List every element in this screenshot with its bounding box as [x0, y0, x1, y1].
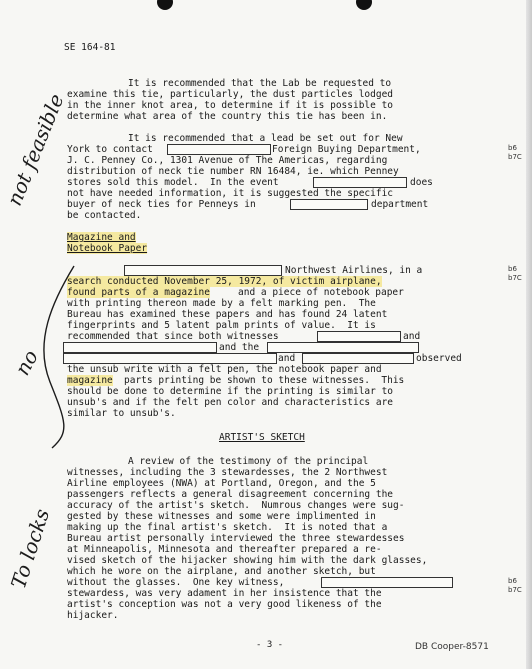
- exemption-code: b7C: [508, 274, 522, 282]
- exemption-code: b6: [508, 577, 517, 585]
- punch-hole: [356, 0, 372, 10]
- redaction-box: [167, 144, 271, 155]
- text-line: does: [410, 177, 433, 188]
- text-line: unsub's and if the felt pen color and characteristics are: [67, 397, 394, 408]
- footer-label: DB Cooper-8571: [415, 642, 489, 652]
- text-line: observed: [416, 353, 462, 364]
- redaction-box: [290, 199, 368, 210]
- redaction-box: [63, 342, 217, 353]
- handwritten-note: not feasible: [2, 90, 69, 209]
- text-line: stewardess, was very adament in her insistence that the: [67, 588, 382, 599]
- text-line: Airline employees (NWA) at Portland, Oregon, and the 5: [67, 478, 376, 489]
- text-line: search conducted November 25, 1972, of victim airplane,: [67, 276, 382, 287]
- exemption-code: b6: [508, 144, 517, 152]
- text-line: determine what area of the country this tie has been in.: [67, 111, 388, 122]
- text-line: stores sold this model. In the event: [67, 177, 279, 188]
- page-number: - 3 -: [256, 640, 284, 650]
- text-line: J. C. Penney Co., 1301 Avenue of The Americas, regarding: [67, 155, 388, 166]
- text-line: It is recommended that the Lab be requested to: [128, 78, 392, 89]
- text-line: making up the final artist's sketch. It is noted that a: [67, 522, 388, 533]
- text-line: parts printing be shown to these witnesses. This: [124, 375, 405, 386]
- text-line: Bureau artist personally interviewed the three stewardesses: [67, 533, 405, 544]
- text-line: fingerprints and 5 latent palm prints of value. It is: [67, 320, 376, 331]
- text-line: A review of the testimony of the principal: [128, 456, 369, 467]
- text-line: and: [278, 353, 296, 364]
- text-line: found parts of a magazine: [67, 287, 210, 298]
- redaction-box: [267, 342, 419, 353]
- text-line: department: [371, 199, 429, 210]
- text-line: in the inner knot area, to determine if it is possible to: [67, 100, 394, 111]
- redaction-box: [302, 353, 414, 364]
- redaction-box: [313, 177, 407, 188]
- redaction-box: [124, 265, 282, 276]
- text-line: Northwest Airlines, in a: [285, 265, 423, 276]
- text-line: and a piece of notebook paper: [238, 287, 404, 298]
- handwritten-note: no: [10, 345, 43, 380]
- text-line: York to contact: [67, 144, 153, 155]
- section-heading: ARTIST'S SKETCH: [219, 432, 305, 443]
- text-line: not have needed information, it is suggested the specific: [67, 188, 394, 199]
- exemption-code: b7C: [508, 586, 522, 594]
- text-line: and: [403, 331, 421, 342]
- page-edge: [526, 0, 532, 669]
- text-line: the unsub write with a felt pen, the notebook paper and: [67, 364, 382, 375]
- exemption-code: b6: [508, 265, 517, 273]
- text-line: without the glasses. One key witness,: [67, 577, 285, 588]
- text-line: magazine: [67, 375, 113, 386]
- text-line: similar to unsub's.: [67, 408, 176, 419]
- redaction-box: [63, 353, 277, 364]
- text-line: vised sketch of the hijacker showing him with the dark glasses,: [67, 555, 428, 566]
- text-line: Bureau has examined these papers and has found 24 latent: [67, 309, 388, 320]
- redaction-box: [321, 577, 453, 588]
- exemption-code: b7C: [508, 153, 522, 161]
- text-line: recommended that since both witnesses: [67, 331, 279, 342]
- text-line: should be done to determine if the printing is similar to: [67, 386, 394, 397]
- text-line: Foreign Buying Department,: [272, 144, 421, 155]
- text-line: passengers reflects a general disagreement concerning the: [67, 489, 394, 500]
- text-line: examine this tie, particularly, the dust particles lodged: [67, 89, 394, 100]
- text-line: It is recommended that a lead be set out for New: [128, 133, 403, 144]
- text-line: be contacted.: [67, 210, 142, 221]
- section-heading: Notebook Paper: [67, 243, 148, 254]
- text-line: gested by these witnesses and some were implimented in: [67, 511, 376, 522]
- redaction-box: [317, 331, 401, 342]
- text-line: at Minneapolis, Minnesota and thereafter prepared a re-: [67, 544, 382, 555]
- text-line: with printing thereon made by a felt marking pen. The: [67, 298, 376, 309]
- text-line: witnesses, including the 3 stewardesses, the 2 Northwest: [67, 467, 388, 478]
- text-line: hijacker.: [67, 610, 119, 621]
- text-line: accuracy of the artist's sketch. Numrous changes were sug-: [67, 500, 405, 511]
- text-line: which he wore on the airplane, and another sketch, but: [67, 566, 376, 577]
- text-line: and the: [219, 342, 260, 353]
- text-line: artist's conception was not a very good likeness of the: [67, 599, 382, 610]
- file-number: SE 164-81: [64, 42, 116, 53]
- text-line: buyer of neck ties for Penneys in: [67, 199, 256, 210]
- punch-hole: [157, 0, 173, 10]
- handwritten-note: To locks: [6, 505, 55, 592]
- text-line: distribution of neck tie number RN 16484, ie. which Penney: [67, 166, 399, 177]
- section-heading: Magazine and: [67, 232, 136, 243]
